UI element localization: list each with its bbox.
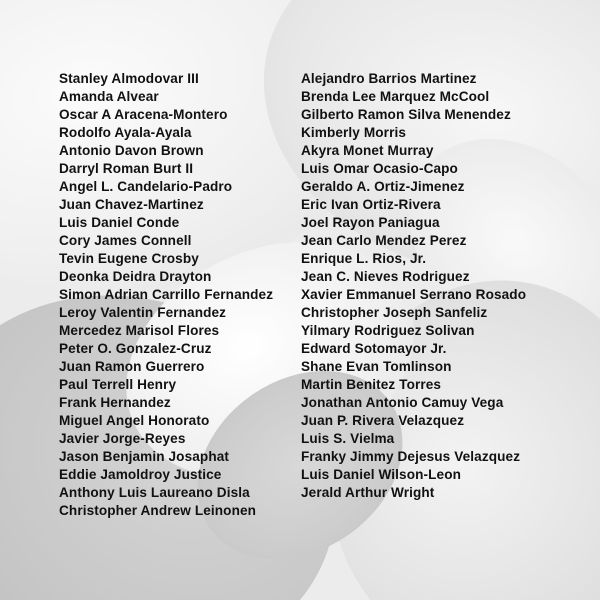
names-list xyxy=(59,70,551,520)
name-entry: Simon Adrian Carrillo Fernandez xyxy=(59,287,274,302)
name-entry: Alejandro Barrios Martinez xyxy=(301,71,477,86)
name-entry: Jonathan Antonio Camuy Vega xyxy=(301,395,504,410)
name-entry: Deonka Deidra Drayton xyxy=(59,269,212,284)
name-entry: Christopher Joseph Sanfeliz xyxy=(301,305,488,320)
name-entry: Edward Sotomayor Jr. xyxy=(301,341,447,356)
name-entry: Anthony Luis Laureano Disla xyxy=(59,485,250,500)
name-entry: Amanda Alvear xyxy=(59,89,159,104)
name-entry: Juan Ramon Guerrero xyxy=(59,359,205,374)
name-entry: Franky Jimmy Dejesus Velazquez xyxy=(301,449,521,464)
name-entry: Luis Omar Ocasio-Capo xyxy=(301,161,458,176)
names-column-right xyxy=(301,70,551,520)
name-entry: Paul Terrell Henry xyxy=(59,377,177,392)
name-entry: Christopher Andrew Leinonen xyxy=(59,503,257,518)
name-entry: Tevin Eugene Crosby xyxy=(59,251,199,266)
name-entry: Akyra Monet Murray xyxy=(301,143,434,158)
name-entry: Stanley Almodovar III xyxy=(59,71,199,86)
name-entry: Geraldo A. Ortiz-Jimenez xyxy=(301,179,465,194)
name-entry: Eddie Jamoldroy Justice xyxy=(59,467,222,482)
name-entry: Kimberly Morris xyxy=(301,125,406,140)
name-entry: Javier Jorge-Reyes xyxy=(59,431,186,446)
name-entry: Jerald Arthur Wright xyxy=(301,485,435,500)
name-entry: Frank Hernandez xyxy=(59,395,171,410)
name-entry: Peter O. Gonzalez-Cruz xyxy=(59,341,212,356)
name-entry: Jean Carlo Mendez Perez xyxy=(301,233,467,248)
name-entry: Leroy Valentin Fernandez xyxy=(59,305,227,320)
name-entry: Mercedez Marisol Flores xyxy=(59,323,220,338)
name-entry: Rodolfo Ayala-Ayala xyxy=(59,125,192,140)
name-entry: Yilmary Rodriguez Solivan xyxy=(301,323,475,338)
names-column-left xyxy=(59,70,291,520)
name-entry: Gilberto Ramon Silva Menendez xyxy=(301,107,511,122)
name-entry: Juan Chavez-Martinez xyxy=(59,197,204,212)
name-entry: Joel Rayon Paniagua xyxy=(301,215,440,230)
name-entry: Antonio Davon Brown xyxy=(59,143,204,158)
name-entry: Jean C. Nieves Rodriguez xyxy=(301,269,470,284)
name-entry: Shane Evan Tomlinson xyxy=(301,359,452,374)
name-entry: Juan P. Rivera Velazquez xyxy=(301,413,465,428)
name-entry: Martin Benitez Torres xyxy=(301,377,442,392)
name-entry: Miguel Angel Honorato xyxy=(59,413,210,428)
name-entry: Angel L. Candelario-Padro xyxy=(59,179,233,194)
name-entry: Jason Benjamin Josaphat xyxy=(59,449,230,464)
name-entry: Luis Daniel Wilson-Leon xyxy=(301,467,462,482)
name-entry: Xavier Emmanuel Serrano Rosado xyxy=(301,287,527,302)
name-entry: Brenda Lee Marquez McCool xyxy=(301,89,490,104)
name-entry: Cory James Connell xyxy=(59,233,192,248)
name-entry: Darryl Roman Burt II xyxy=(59,161,194,176)
name-entry: Eric Ivan Ortiz-Rivera xyxy=(301,197,441,212)
name-entry: Oscar A Aracena-Montero xyxy=(59,107,228,122)
name-entry: Luis S. Vielma xyxy=(301,431,395,446)
name-entry: Luis Daniel Conde xyxy=(59,215,180,230)
name-entry: Enrique L. Rios, Jr. xyxy=(301,251,427,266)
